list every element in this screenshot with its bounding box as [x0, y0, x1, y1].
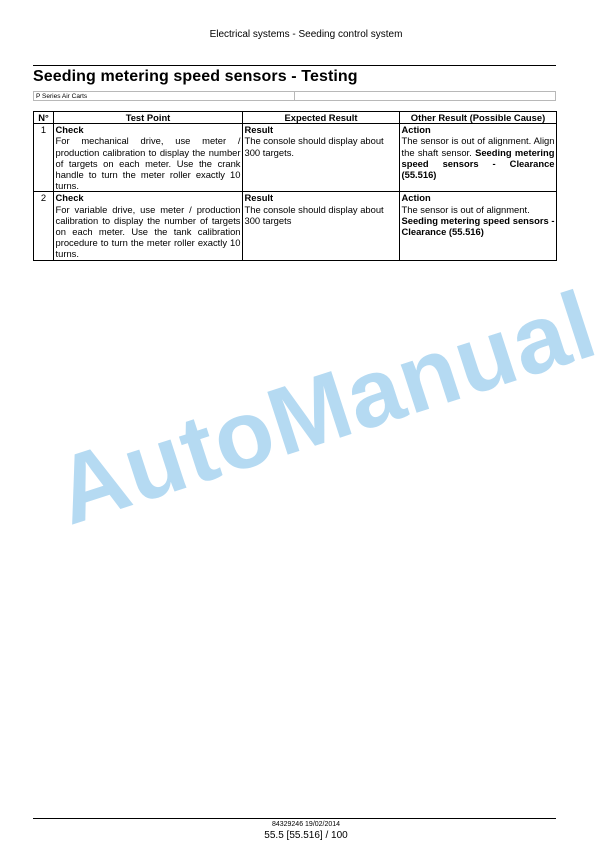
expected-result-cell: [243, 192, 400, 260]
applicability-bar: [33, 91, 556, 101]
test-point-cell: [54, 192, 243, 260]
title-rule: [33, 65, 556, 66]
result-text: The console should display about 300 targets: [244, 203, 384, 226]
check-label: Check: [55, 124, 84, 136]
result-label: Result: [244, 192, 274, 204]
action-text: The sensor is out of alignment. Align the shaft sensor.: [401, 135, 555, 158]
table-row: [34, 192, 557, 260]
clearance-link[interactable]: Seeding metering speed sensors - Clearance (55.516): [401, 214, 555, 238]
row-number: 2: [34, 192, 54, 260]
action-label: Action: [401, 192, 431, 204]
check-label: Check: [55, 192, 84, 204]
expected-result-cell: [243, 124, 400, 192]
check-text: For mechanical drive, use meter / production calibration to display the number of targets on each meter. Use the crank handle to turn the meter roller exactly 10 turns.: [55, 135, 241, 192]
action-label: Action: [401, 124, 431, 136]
document-code: 84329246 19/02/2014: [271, 821, 341, 828]
column-header-test-point: Test Point: [54, 112, 243, 124]
column-header-other-result: Other Result (Possible Cause): [400, 112, 557, 124]
test-table: [33, 111, 557, 261]
applicability-text: P Series Air Carts: [36, 93, 88, 100]
footer-rule: [33, 818, 556, 819]
running-header: Electrical systems - Seeding control system: [209, 29, 403, 40]
row-number: 1: [34, 124, 54, 192]
table-row: [34, 124, 557, 192]
result-label: Result: [244, 124, 274, 136]
column-header-expected-result: Expected Result: [243, 112, 400, 124]
action-text: The sensor is out of alignment.: [401, 203, 530, 215]
watermark: AutoManual: [43, 270, 609, 546]
result-text: The console should display about 300 targets.: [244, 135, 384, 158]
other-result-cell: [400, 192, 557, 260]
table-header-row: [34, 112, 557, 124]
clearance-link[interactable]: Seeding metering speed sensors - Clearance (55.516): [401, 146, 555, 181]
check-text: For variable drive, use meter / production calibration to display the number of targets on each meter. Use the tank calibration procedure to turn the meter roller exactly 10 turns.: [55, 203, 241, 260]
page-title: Seeding metering speed sensors - Testing: [33, 68, 358, 85]
other-result-cell: [400, 124, 557, 192]
applicability-divider: [294, 92, 295, 100]
page-number: 55.5 [55.516] / 100: [264, 830, 348, 841]
column-header-number: N°: [34, 112, 54, 124]
test-point-cell: [54, 124, 243, 192]
